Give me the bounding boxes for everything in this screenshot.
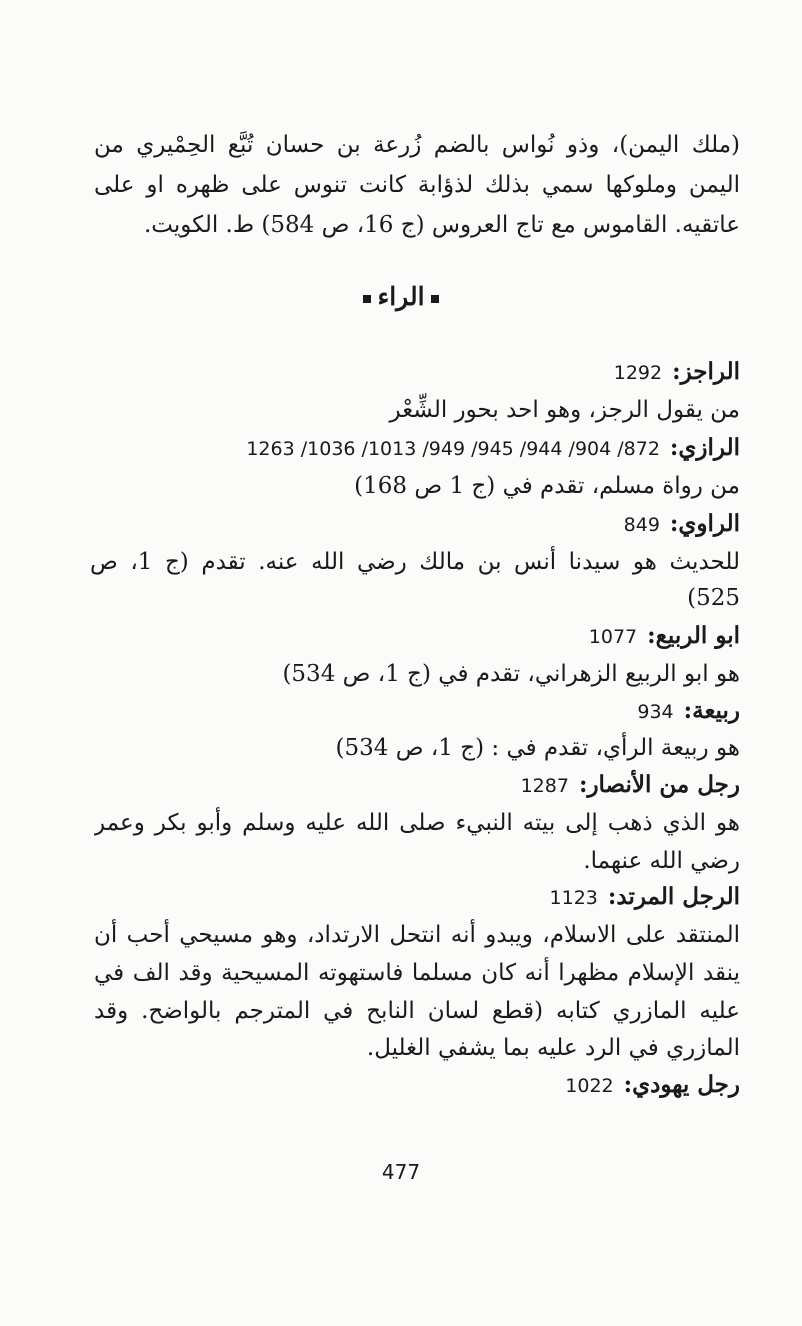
entry-heading [246, 431, 740, 466]
entry-term: ربيعة: [683, 697, 740, 724]
entry-term: الراوي: [669, 510, 740, 537]
entry-body: من رواة مسلم، تقدم في (ج 1 ص 168) [354, 473, 740, 499]
entry-reference: 872/ 904/ 944/ 945/ 949/ 1013/ 1036/ 1263 [246, 438, 660, 460]
entry-term: رجل يهودي: [623, 1071, 740, 1098]
entry-reference: 849 [623, 514, 660, 536]
intro-line-3: عاتقيه. القاموس مع تاج العروس (ج 16، ص 584) ط. الكويت. [143, 212, 740, 238]
entry-body: للحديث هو سيدنا أنس بن مالك رضي الله عنه. تقدم (ج 1، ص [90, 549, 740, 575]
entry-body: هو الذي ذهب إلى بيته النبيء صلى الله عليه وسلم وأبو بكر وعمر [94, 810, 740, 836]
entry-reference: 1022 [565, 1075, 614, 1097]
entry-heading [637, 694, 740, 729]
entry-reference: 1123 [549, 887, 598, 909]
entry-body: هو ابو الربيع الزهراني، تقدم في (ج 1، ص 534) [282, 661, 740, 687]
entry-heading [589, 619, 740, 654]
page-number: 477 [381, 1160, 421, 1184]
entry-reference: 1292 [613, 362, 663, 384]
intro-line-1: (ملك اليمن)، وذو نُواس بالضم زُرعة بن حسان تُبَّع الحِمْيري من [94, 132, 740, 158]
entry-heading [614, 355, 740, 390]
entry-body: رضي الله عنهما. [583, 848, 740, 874]
entry-term: ابو الربيع: [647, 622, 740, 649]
intro-line-2: اليمن وملوكها سمي بذلك لذؤابة كانت تنوس على ظهره او على [94, 172, 740, 198]
section-heading [0, 282, 802, 311]
entry-heading [565, 1068, 740, 1103]
entry-term: الرازي: [669, 434, 740, 461]
entry-reference: 1077 [588, 626, 638, 648]
entry-heading [521, 768, 740, 803]
entry-term: الرجل المرتد: [607, 883, 740, 910]
entry-body: ينقد الإسلام مظهرا أنه كان مسلما فاستهوته المسيحية وقد الف في [94, 960, 740, 986]
square-bullet-icon [363, 295, 371, 303]
square-bullet-icon [431, 295, 439, 303]
entry-reference: 1287 [520, 775, 569, 797]
section-heading-text: الراء [377, 282, 425, 311]
entry-reference: 934 [637, 701, 674, 723]
entry-term: الراجز: [672, 358, 740, 385]
entry-heading [550, 880, 740, 915]
entry-body: عليه المازري كتابه (قطع لسان النابح في المترجم بالواضح. وقد [94, 998, 740, 1024]
entry-body: من يقول الرجز، وهو احد بحور الشِّعْر [389, 397, 740, 423]
entry-body: هو ربيعة الرأي، تقدم في : (ج 1، ص 534) [335, 735, 740, 761]
entry-heading [624, 507, 740, 542]
entry-body: 525) [687, 585, 740, 611]
entry-body: المازري في الرد عليه بما يشفي الغليل. [366, 1035, 740, 1061]
entry-body: المنتقد على الاسلام، ويبدو أنه انتحل الارتداد، وهو مسيحي أحب أن [94, 922, 740, 948]
entry-term: رجل من الأنصار: [578, 771, 740, 798]
